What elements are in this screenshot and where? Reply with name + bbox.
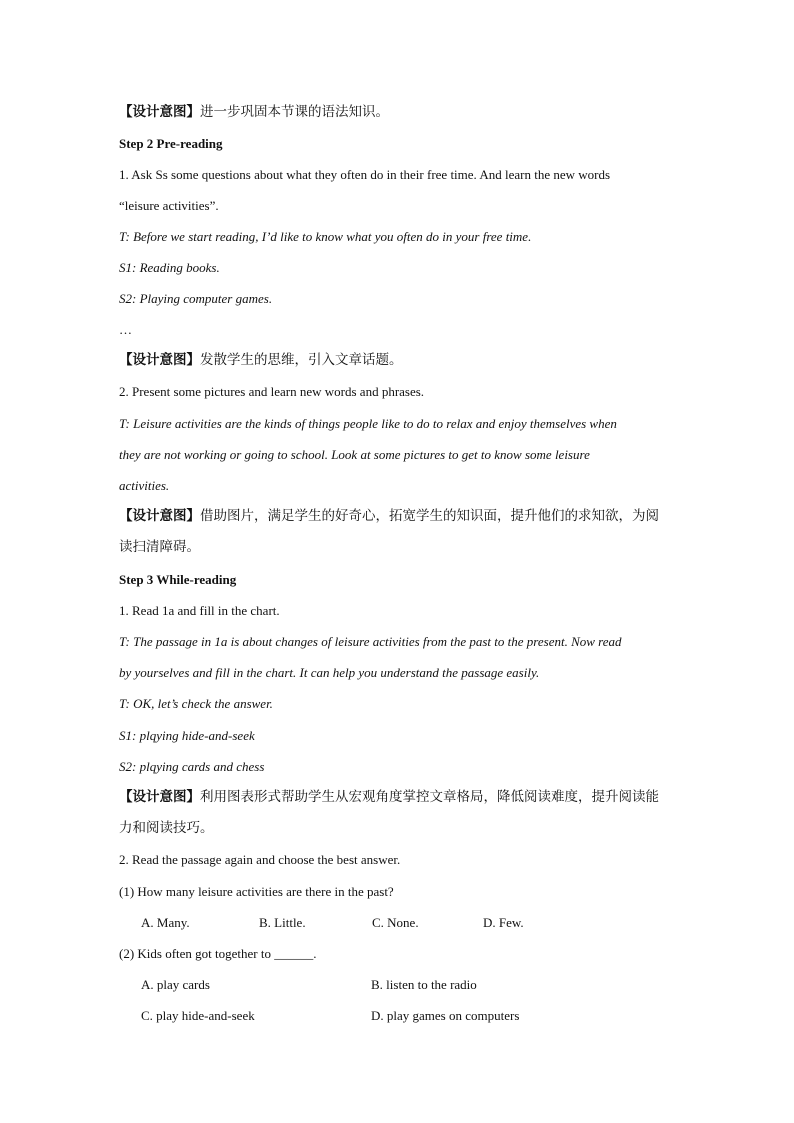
option-a: A. play cards <box>141 977 210 992</box>
design-intent-tag: 【设计意图】 <box>119 104 200 120</box>
option-a: A. Many. <box>141 915 190 930</box>
design-intent-4-line1 <box>119 782 689 813</box>
option-d: D. Few. <box>483 915 524 930</box>
step2-item1-line1: 1. Ask Ss some questions about what they often do in their free time. And learn the new words <box>119 167 611 182</box>
option-b: B. Little. <box>259 915 306 930</box>
step2-item1-line2: “leisure activities”. <box>119 198 219 213</box>
design-intent-text: 发散学生的思维，引入文章话题。 <box>200 352 403 368</box>
question-2-stem: (2) Kids often got together to ______. <box>119 946 317 961</box>
step2-item2: 2. Present some pictures and learn new words and phrases. <box>119 384 425 399</box>
design-intent-2 <box>119 345 689 376</box>
step3-student2-line: S2: plqying cards and chess <box>119 759 265 774</box>
option-d: D. play games on computers <box>371 1008 520 1023</box>
step2-teacher2-line3: activities. <box>119 478 170 493</box>
design-intent-text: 进一步巩固本节课的语法知识。 <box>200 104 389 120</box>
option-b: B. listen to the radio <box>371 977 477 992</box>
question-2-options-row1 <box>141 969 711 1000</box>
option-c: C. play hide-and-seek <box>141 1008 255 1023</box>
design-intent-text: 利用图表形式帮助学生从宏观角度掌控文章格局，降低阅读难度，提升阅读能 <box>200 789 659 805</box>
step2-student2-line: S2: Playing computer games. <box>119 291 273 306</box>
question-2-options-row2 <box>141 1000 711 1031</box>
step3-heading: Step 3 While-reading <box>119 572 237 587</box>
question-1-options <box>141 907 711 938</box>
step2-teacher2-line2: they are not working or going to school. Look at some pictures to get to know some leisure <box>119 447 590 462</box>
design-intent-tag: 【设计意图】 <box>119 352 200 368</box>
step3-item2: 2. Read the passage again and choose the best answer. <box>119 852 401 867</box>
step3-item1: 1. Read 1a and fill in the chart. <box>119 603 280 618</box>
design-intent-4-line2: 力和阅读技巧。 <box>119 820 214 836</box>
step3-teacher1-line2: by yourselves and fill in the chart. It can help you understand the passage easily. <box>119 665 540 680</box>
design-intent-3-line2: 读扫清障碍。 <box>119 539 200 555</box>
step2-heading: Step 2 Pre-reading <box>119 136 223 151</box>
step3-teacher2-line: T: OK, let’s check the answer. <box>119 696 273 711</box>
design-intent-text: 借助图片，满足学生的好奇心，拓宽学生的知识面，提升他们的求知欲，为阅 <box>200 508 659 524</box>
step2-teacher2-line1: T: Leisure activities are the kinds of things people like to do to relax and enjoy themselves when <box>119 416 617 431</box>
step2-ellipsis: … <box>119 322 132 337</box>
step2-student1-line: S1: Reading books. <box>119 260 220 275</box>
design-intent-1 <box>119 97 689 128</box>
design-intent-3-line1 <box>119 501 689 532</box>
option-c: C. None. <box>372 915 419 930</box>
design-intent-tag: 【设计意图】 <box>119 789 200 805</box>
step3-student1-line: S1: plqying hide-and-seek <box>119 728 255 743</box>
step3-teacher1-line1: T: The passage in 1a is about changes of leisure activities from the past to the present. Now read <box>119 634 622 649</box>
step2-teacher-line: T: Before we start reading, I’d like to know what you often do in your free time. <box>119 229 532 244</box>
design-intent-tag: 【设计意图】 <box>119 508 200 524</box>
question-1-stem: (1) How many leisure activities are there in the past? <box>119 884 394 899</box>
